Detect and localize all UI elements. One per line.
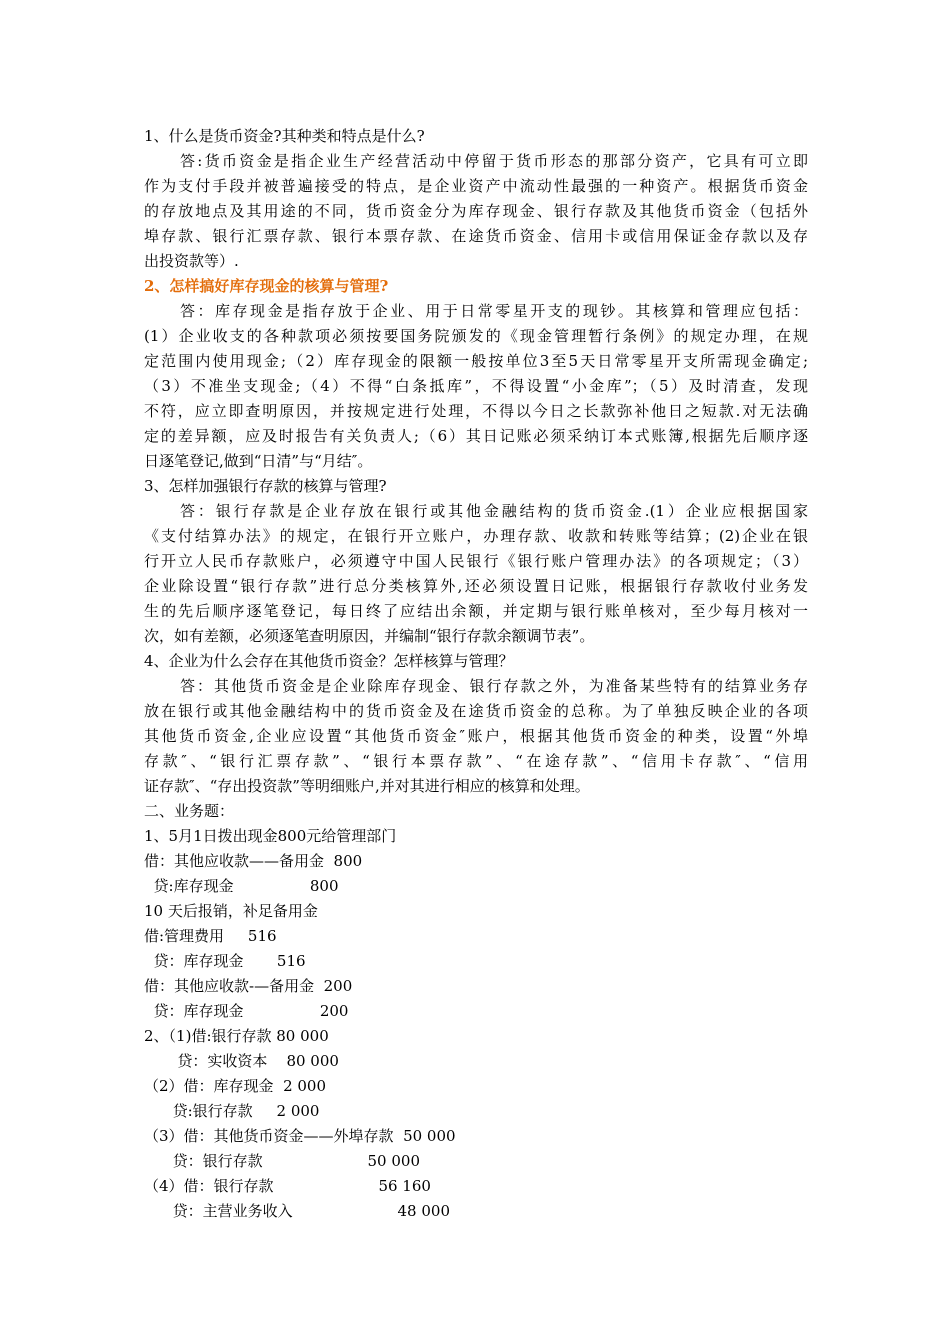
journal-entry-line: 贷:银行存款 2 000 xyxy=(144,1102,320,1120)
journal-entry-line: 借:管理费用 516 xyxy=(144,927,277,945)
answer-2-line: 定范围内使用现金;（2）库存现金的限额一般按单位3至5天日常零星开支所需现金确定; xyxy=(144,352,808,370)
question-3: 3、怎样加强银行存款的核算与管理? xyxy=(144,477,387,495)
document-body xyxy=(144,124,808,1224)
section-heading: 二、业务题： xyxy=(144,802,235,820)
answer-2-line: (1）企业收支的各种款项必须按要国务院颁发的《现金管理暂行条例》的规定办理，在规 xyxy=(144,327,808,345)
question-1: 1、什么是货币资金?其种类和特点是什么? xyxy=(144,127,425,145)
journal-entry-line: 贷：库存现金 200 xyxy=(144,1002,349,1020)
answer-1-line: 的存放地点及其用途的不同，货币资金分为库存现金、银行存款及其他货币资金（包括外 xyxy=(144,202,808,220)
answer-4-line: 放在银行或其他金融结构中的货币资金及在途货币资金的总称。为了单独反映企业的各项 xyxy=(144,702,808,720)
journal-entry-line: 1、5月1日拨出现金800元给管理部门 xyxy=(144,827,397,845)
answer-2-line: 日逐笔登记,做到“日清”与“月结″。 xyxy=(144,452,373,470)
answer-1-line: 作为支付手段并被普遍接受的特点，是企业资产中流动性最强的一种资产。根据货币资金 xyxy=(144,177,808,195)
answer-2-line: （3）不准坐支现金;（4）不得“白条抵库”，不得设置“小金库”；（5）及时清查，发现 xyxy=(144,377,808,395)
question-4: 4、企业为什么会存在其他货币资金？怎样核算与管理？ xyxy=(144,652,514,670)
answer-4-line: 其他货币资金,企业应设置“其他货币资金″账户，根据其他货币资金的种类，设置“外埠 xyxy=(144,727,808,745)
answer-4-line: 存款″、“银行汇票存款”、“银行本票存款”、“在途存款”、“信用卡存款″、“信用 xyxy=(144,752,808,770)
journal-entry-line: （4）借：银行存款 56 160 xyxy=(144,1177,431,1195)
answer-3-line: 次，如有差额，必须逐笔查明原因，并编制“银行存款余额调节表”。 xyxy=(144,627,595,645)
answer-2-line: 答：库存现金是指存放于企业、用于日常零星开支的现钞。其核算和管理应包括： xyxy=(180,302,808,320)
answer-3-line: 行开立人民币存款账户，必须遵守中国人民银行《银行账户管理办法》的各项规定；（3） xyxy=(144,552,808,570)
journal-entry-line: 2、（1)借:银行存款 80 000 xyxy=(144,1027,329,1045)
answer-2-line: 定的差异额，应及时报告有关负责人;（6）其日记账必须采纳订本式账簿,根据先后顺序逐 xyxy=(144,427,808,445)
journal-entry-line: 贷：银行存款 50 000 xyxy=(144,1152,420,1170)
journal-entry-line: 贷:库存现金 800 xyxy=(144,877,339,895)
answer-3-line: 生的先后顺序逐笔登记，每日终了应结出余额，并定期与银行账单核对，至少每月核对一 xyxy=(144,602,808,620)
answer-3-line: 《支付结算办法》的规定，在银行开立账户，办理存款、收款和转账等结算；(2)企业在银 xyxy=(144,527,808,545)
journal-entry-line: （2）借：库存现金 2 000 xyxy=(144,1077,327,1095)
journal-entry-line: 贷：主营业务收入 48 000 xyxy=(144,1202,450,1220)
answer-3-line: 企业除设置“银行存款”进行总分类核算外,还必须设置日记账，根据银行存款收付业务发 xyxy=(144,577,808,595)
answer-1-line: 答:货币资金是指企业生产经营活动中停留于货币形态的那部分资产，它具有可立即 xyxy=(180,152,808,170)
answer-4-line: 证存款″、“存出投资款”等明细账户,并对其进行相应的核算和处理。 xyxy=(144,777,590,795)
question-2: 2、怎样搞好库存现金的核算与管理? xyxy=(144,277,389,295)
answer-1-line: 埠存款、银行汇票存款、银行本票存款、在途货币资金、信用卡或信用保证金存款以及存 xyxy=(144,227,808,245)
journal-entry-line: 借：其他应收款-—备用金 200 xyxy=(144,977,353,995)
answer-4-line: 答：其他货币资金是企业除库存现金、银行存款之外，为准备某些特有的结算业务存 xyxy=(180,677,808,695)
answer-3-line: 答：银行存款是企业存放在银行或其他金融结构的货币资金.(1）企业应根据国家 xyxy=(180,502,808,520)
journal-entry-line: （3）借：其他货币资金——外埠存款 50 000 xyxy=(144,1127,456,1145)
journal-entry-line: 贷：库存现金 516 xyxy=(144,952,306,970)
journal-entry-line: 贷：实收资本 80 000 xyxy=(144,1052,339,1070)
journal-entry-line: 10 天后报销，补足备用金 xyxy=(144,902,318,920)
answer-1-line: 出投资款等）. xyxy=(144,252,239,270)
journal-entry-line: 借：其他应收款——备用金 800 xyxy=(144,852,363,870)
answer-2-line: 不符，应立即查明原因，并按规定进行处理，不得以今日之长款弥补他日之短款.对无法确 xyxy=(144,402,808,420)
